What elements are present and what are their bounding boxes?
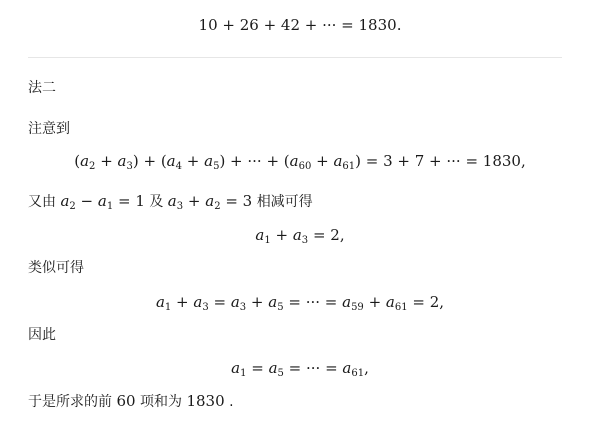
equation-equal-terms: $a_1 = a_5$ = ··· = $a_{61}$, (231, 359, 369, 379)
equation-chain: $a_1 + a_3 = a_3 + a_5$ = ··· = $a_{59} + a_{61} = 2$, (155, 293, 445, 313)
note-label: 注意到 (28, 121, 70, 137)
also-condition-line: 又由 $a_2 - a_1 = 1$ 及 $a_3 + a_2 = 3$ 相减可得 (28, 192, 313, 212)
equation-sum-top (0, 15, 600, 35)
conclusion-line: 于是所求的前 60 项和为 1830 . (28, 392, 234, 410)
equation-a1-a3: $a_1 + a_3 = 2$, (255, 226, 345, 246)
section-divider (28, 57, 562, 58)
equation-pairs: $(a_2 + a_3) + (a_4 + a_5)$ + ··· + $(a_{60} + a_{61}) = 3 + 7$ + ··· = 1830, (74, 152, 526, 172)
therefore-label: 因此 (28, 327, 56, 343)
equation-sum-top-text: 10 + 26 + 42 + ··· = 1830. (198, 16, 402, 34)
method-two-heading: 法二 (28, 80, 56, 96)
similar-label: 类似可得 (28, 260, 84, 276)
